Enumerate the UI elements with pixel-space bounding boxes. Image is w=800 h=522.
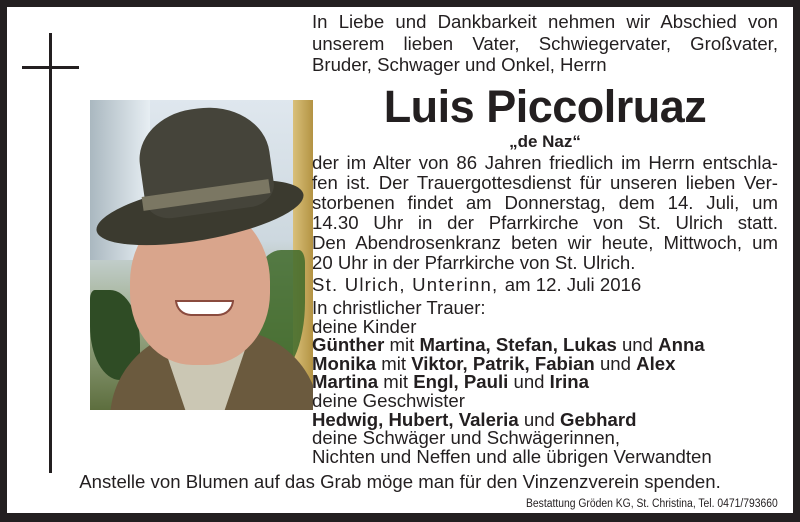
mourner-names: Martina: [312, 371, 379, 393]
mourner-text: deine Kinder: [312, 315, 417, 337]
mourner-text: und: [508, 371, 550, 393]
mourner-text: In christlicher Trauer:: [312, 297, 486, 318]
mourner-names: Irina: [549, 371, 589, 393]
mourner-text: deine Schwäger und Schwägerinnen,: [312, 427, 621, 449]
deceased-name: Luis Piccolruaz: [383, 81, 707, 132]
body-line: 14.30 Uhr in der Pfarrkirche von St. Ulrich statt.: [312, 212, 778, 233]
mourner-text: Nichten und Neffen und alle übrigen Verwandten: [312, 445, 712, 467]
date: am 12. Juli 2016: [504, 274, 642, 295]
intro-line: Bruder, Schwager und Onkel, Herrn: [312, 54, 607, 76]
body-line: fen ist. Der Trauergottesdienst für unseren lieben Ver-: [312, 172, 778, 193]
body-line: 20 Uhr in der Pfarrkirche von St. Ulrich.: [312, 252, 636, 273]
mourner-names: Hedwig, Hubert, Valeria: [312, 408, 519, 430]
mourner-text: und: [594, 352, 637, 374]
portrait-photo: [90, 100, 313, 410]
cross-icon: [49, 33, 52, 473]
mourner-names: Monika: [312, 352, 377, 374]
mourner-names: Alex: [636, 352, 676, 374]
mourner-text: mit: [376, 352, 412, 374]
mourner-names: Gebhard: [560, 408, 637, 430]
donation-note: Anstelle von Blumen auf das Grab möge man für den Vinzenzverein spenden.: [79, 471, 721, 492]
mourner-names: Anna: [658, 334, 705, 356]
intro-line: unserem lieben Vater, Schwiegervater, Großvater,: [312, 32, 778, 54]
body-line: der im Alter von 86 Jahren friedlich im Herrn entschla-: [312, 152, 778, 173]
mourner-names: Günther: [312, 334, 385, 356]
place: St. Ulrich, Unterinn,: [312, 274, 499, 295]
obituary-notice: [7, 7, 793, 513]
mourner-text: und: [616, 334, 659, 356]
cross-icon-bar: [22, 66, 79, 69]
nickname: „de Naz“: [509, 132, 581, 151]
mourner-text: deine Geschwister: [312, 389, 465, 411]
mourner-text: und: [518, 408, 561, 430]
mourner-names: Viktor, Patrik, Fabian: [411, 352, 595, 374]
service-text: [312, 153, 778, 273]
intro-line: In Liebe und Dankbarkeit nehmen wir Abschied von: [312, 11, 778, 32]
funeral-home-imprint: Bestattung Gröden KG, St. Christina, Tel. 0471/793660: [526, 498, 778, 510]
mourner-names: Engl, Pauli: [413, 371, 509, 393]
mourner-line: [312, 445, 778, 467]
mourners-list: [312, 299, 778, 466]
body-line: Den Abendrosenkranz beten wir heute, Mittwoch, um: [312, 232, 778, 253]
body-line: storbenen findet am Donnerstag, dem 14. Juli, um: [312, 192, 778, 213]
place-date: [312, 275, 641, 295]
intro-text: [312, 11, 778, 76]
mourner-text: mit: [378, 371, 414, 393]
mourner-text: mit: [384, 334, 420, 356]
mourner-names: Martina, Stefan, Lukas: [419, 334, 617, 356]
